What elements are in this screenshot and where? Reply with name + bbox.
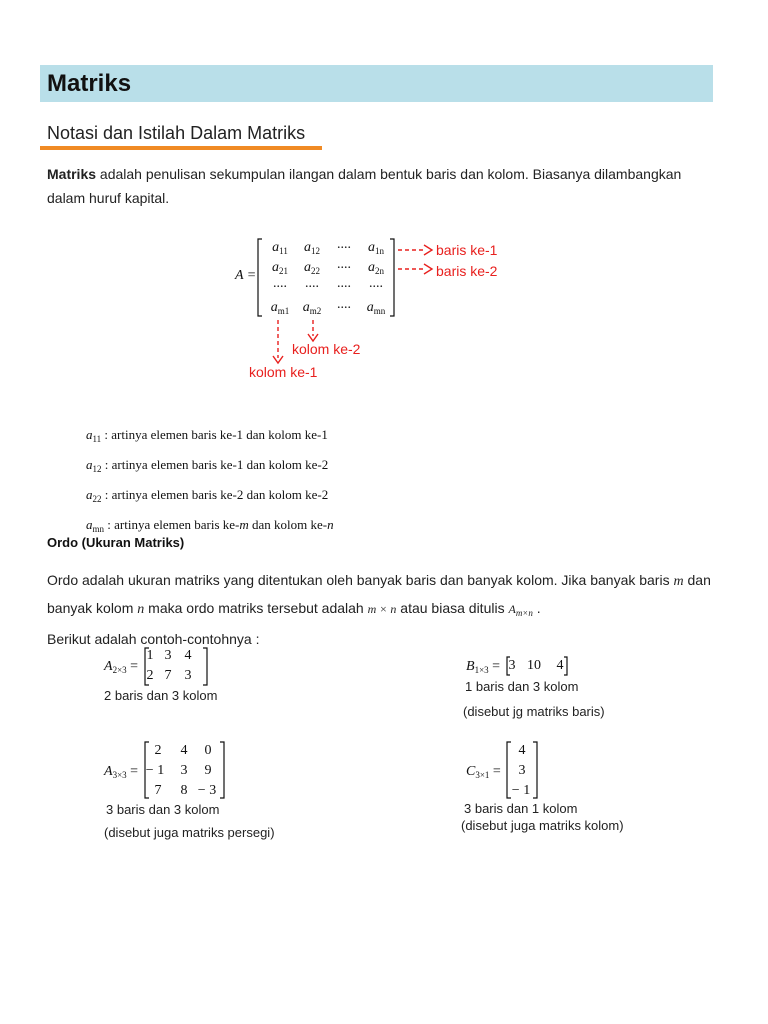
example-b13-caption: 1 baris dan 3 kolom — [465, 679, 579, 694]
example-b13-note: (disebut jg matriks baris) — [463, 704, 605, 719]
matrix-cell: 3 — [518, 763, 526, 778]
matrix-cell: 2 — [154, 743, 162, 758]
label-kolom-ke-1: kolom ke-1 — [249, 364, 318, 380]
element-note: $a_{12}$ : artinya elemen baris ke-1 dan kolom ke-2 — [86, 457, 329, 474]
section-title: Notasi dan Istilah Dalam Matriks — [47, 123, 306, 143]
intro-line-1 — [47, 162, 727, 186]
element-note: $a_{mn}$ : artinya elemen baris ke-m dan kolom ke-n — [86, 517, 334, 534]
matrix-cell: $a_{mn}$ — [366, 300, 386, 316]
intro-paragraph — [47, 162, 727, 210]
matrix-cell: 3 — [180, 763, 188, 778]
title-bar — [40, 65, 713, 102]
example-a33-caption: 3 baris dan 3 kolom — [106, 802, 220, 817]
matrix-cell: 10 — [527, 658, 541, 673]
matrix-cell: 2 — [146, 668, 154, 683]
intro-bold-term: Matriks — [47, 166, 97, 182]
matrix-cell: − 3 — [197, 783, 217, 798]
matrix-cell: − 1 — [145, 763, 165, 778]
example-a23-caption: 2 baris dan 3 kolom — [104, 688, 218, 703]
example-a23-lhs: $A_{2\times 3}$ = — [104, 659, 139, 675]
matrix-cell: .... — [337, 297, 351, 312]
matrix-cell: .... — [273, 276, 287, 291]
matrix-cell: $a_{22}$ — [304, 260, 320, 276]
matrix-cell: $a_{11}$ — [272, 240, 288, 256]
example-b13-lhs: $B_{1\times 3}$ = — [466, 659, 501, 675]
element-notes — [86, 422, 334, 542]
matrix-cell: 3 — [184, 668, 192, 683]
matrix-cell: .... — [369, 276, 383, 291]
matrix-cell: − 1 — [511, 783, 531, 798]
ordo-line-2: banyak kolom n maka ordo matriks tersebut adalah m × n atau biasa ditulis $A_{m\times n}$ . — [47, 600, 541, 618]
intro-text-1: adalah penulisan sekumpulan ilangan dalam bentuk baris dan kolom. Biasanya dilambangkan — [96, 166, 682, 182]
matrix-lhs: A = — [235, 268, 257, 283]
matrix-cell: .... — [337, 237, 351, 252]
ordo-heading: Ordo (Ukuran Matriks) — [47, 535, 185, 550]
matrix-cell: 4 — [556, 658, 564, 673]
matrix-cell: .... — [337, 257, 351, 272]
matrix-cell: 1 — [146, 648, 154, 663]
matrix-cell: 4 — [184, 648, 192, 663]
example-c31-caption: 3 baris dan 1 kolom — [464, 801, 578, 816]
ordo-line-3: Berikut adalah contoh-contohnya : — [47, 631, 260, 647]
section-underline — [40, 146, 322, 150]
matrix-cell: 7 — [154, 783, 162, 798]
matrix-cell: $a_{2n}$ — [368, 260, 384, 276]
matrix-cell: 4 — [518, 743, 526, 758]
intro-line-2: dalam huruf kapital. — [47, 190, 170, 206]
label-baris-ke-1: baris ke-1 — [436, 242, 498, 258]
matrix-cell: 9 — [204, 763, 212, 778]
ordo-paragraph — [47, 567, 747, 652]
general-matrix — [260, 237, 395, 320]
matrix-cell: $a_{12}$ — [304, 240, 320, 256]
matrix-cell: $a_{21}$ — [272, 260, 288, 276]
matrix-cell: 8 — [180, 783, 188, 798]
example-c31-lhs: $C_{3\times 1}$ = — [466, 764, 501, 780]
example-a33-lhs: $A_{3\times 3}$ = — [104, 764, 139, 780]
matrix-cell: 3 — [164, 648, 172, 663]
matrix-cell: 4 — [180, 743, 188, 758]
element-note: $a_{22}$ : artinya elemen baris ke-2 dan kolom ke-2 — [86, 487, 329, 504]
ordo-line-1: Ordo adalah ukuran matriks yang ditentukan oleh banyak baris dan banyak kolom. Jika banyak baris m dan — [47, 572, 711, 589]
matrix-cell: .... — [305, 276, 319, 291]
example-c31-note: (disebut juga matriks kolom) — [461, 818, 624, 833]
label-kolom-ke-2: kolom ke-2 — [292, 341, 361, 357]
label-baris-ke-2: baris ke-2 — [436, 263, 498, 279]
matrix-cell: $a_{1n}$ — [368, 240, 384, 256]
example-a33-note: (disebut juga matriks persegi) — [104, 825, 275, 840]
matrix-cell: .... — [337, 276, 351, 291]
matrix-cell: 7 — [164, 668, 172, 683]
matrix-cell: $a_{m1}$ — [270, 300, 290, 316]
matrix-cell: 0 — [204, 743, 212, 758]
matrix-cell: $a_{m2}$ — [302, 300, 322, 316]
page-title: Matriks — [47, 70, 132, 97]
element-note: $a_{11}$ : artinya elemen baris ke-1 dan kolom ke-1 — [86, 427, 328, 444]
matrix-cell: 3 — [508, 658, 516, 673]
